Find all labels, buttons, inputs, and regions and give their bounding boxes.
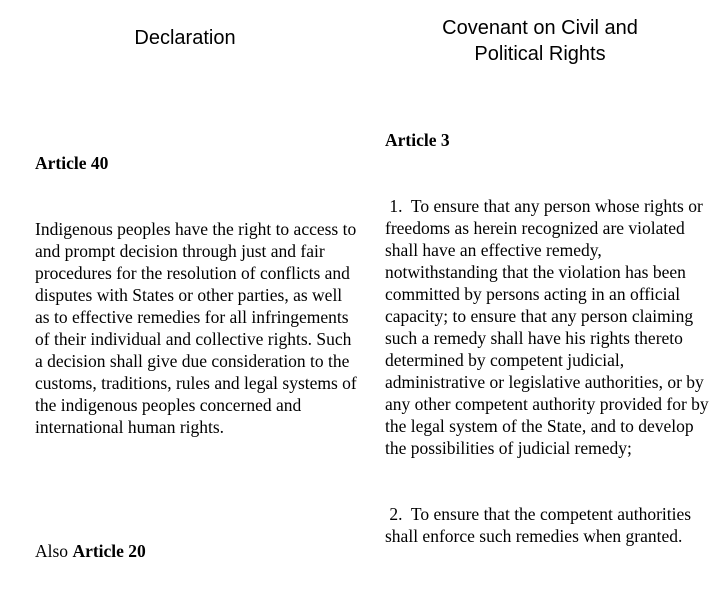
left-also-reference: Article 20 xyxy=(72,541,146,561)
right-item-2-text: To ensure that the competent authorities shall enforce such remedies when granted. xyxy=(385,504,696,546)
right-item-1-text: To ensure that any person whose rights or freedoms as herein recognized are violated shall have an effective remedy, notwithstanding that the violation has been committed by persons acting in an official capacity; to ensure that any person claiming such a remedy shall have his rights thereto determined by competent judicial, administrative or legislative authorities, or by any other competent authority provided for by the legal system of the State, and to develop the possibilities of judicial remedy; xyxy=(385,196,714,458)
right-article-heading: Article 3 xyxy=(385,130,450,150)
left-column-body xyxy=(35,108,360,606)
left-article-heading: Article 40 xyxy=(35,153,109,173)
right-column-title xyxy=(380,15,700,67)
right-item-2-number: 2. xyxy=(385,504,403,524)
left-article-body: Indigenous peoples have the right to access to and prompt decision through just and fair procedures for the resolution of conflicts and disputes with States or other parties, as well as to effective remedies for all infringements of their individual and collective rights. Such a decision shall give due consideration to the customs, traditions, rules and legal systems of the indigenous peoples concerned and international human rights. xyxy=(35,219,362,437)
right-column-title-line-1: Covenant on Civil and xyxy=(442,17,638,39)
right-column-body xyxy=(385,85,717,591)
left-column-title: Declaration xyxy=(134,27,236,49)
right-item-2 xyxy=(385,503,717,547)
right-item-1-number: 1. xyxy=(385,196,403,216)
right-item-1 xyxy=(385,195,717,459)
left-also-line xyxy=(35,540,360,562)
left-body-spacer xyxy=(35,482,360,496)
left-also-prefix: Also xyxy=(35,541,73,561)
right-column-title-line-2: Political Rights xyxy=(474,43,606,65)
